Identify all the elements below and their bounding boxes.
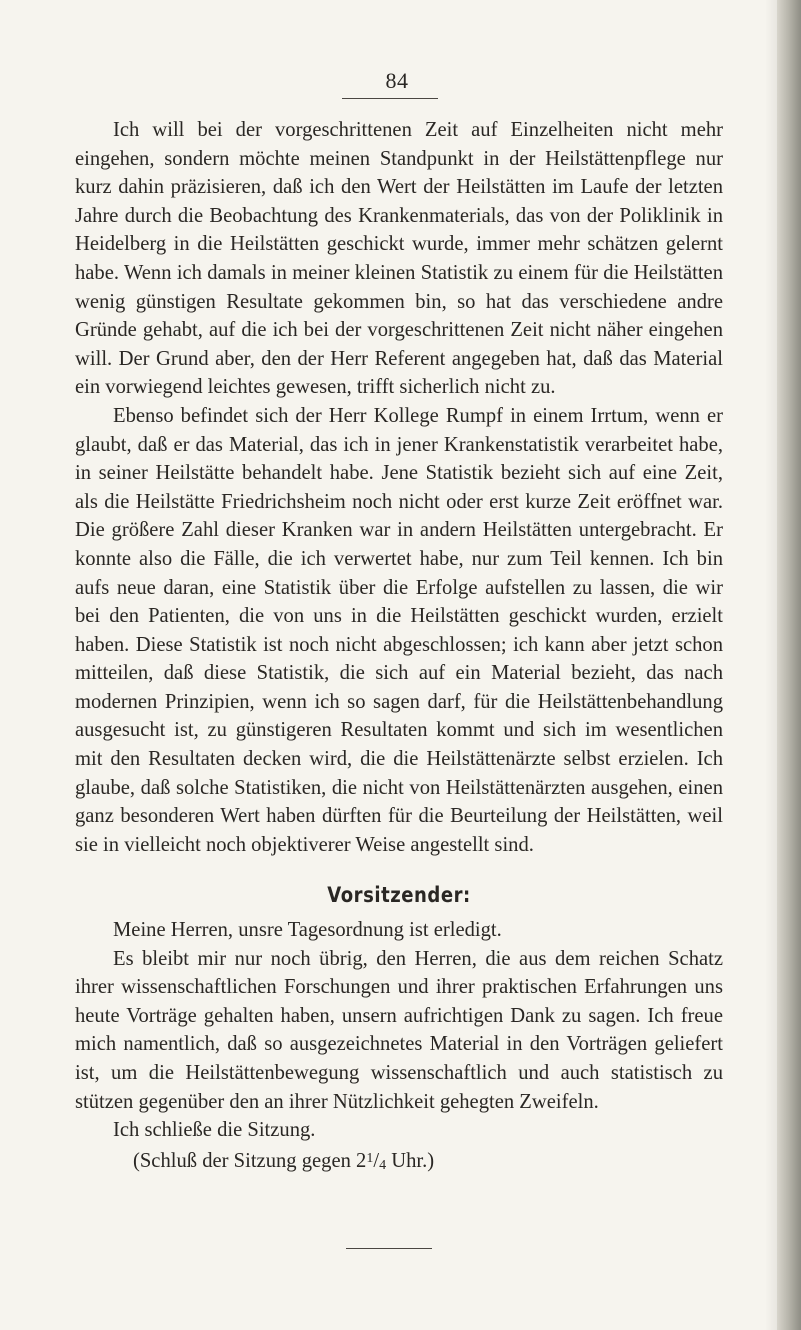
closing-text-before: (Schluß der Sitzung gegen 2 [133,1149,367,1172]
speaker-heading: Vorsitzender: [327,883,471,908]
paragraph-2: Ebenso befindet sich der Herr Kollege Rumpf in einem Irrtum, wenn er glaubt, daß er das Material, das ich in jener Krankenstatistik verarbeitet habe, in seiner Heilstätte behandelt habe. Jene Statistik bezieht sich auf eine Zeit, als die Heilstätte Friedrichsheim noch nicht oder erst kurze Zeit eröffnet war. Die größere Zahl dieser Kranken war in andern Heilstätten untergebracht. Er konnte also die Fälle, die ich verwertet habe, nur zum Teil kennen. Ich bin aufs neue daran, eine Statistik über die Erfolge aufstellen zu lassen, die wir bei den Patienten, die von uns in die Heilstätten geschickt wurden, erzielt haben. Diese Statistik ist noch nicht abgeschlossen; ich kann aber jetzt schon mitteilen, daß diese Statistik, die sich auf ein Material bezieht, das nach modernen Prinzipien, wenn ich so sagen darf, für die Heilstättenbehandlung ausgesucht ist, zu günstigeren Resultaten kommt und sich im wesentlichen mit den Resultaten decken wird, die die Heilstättenärzte selbst erzielen. Ich glaube, daß solche Statistiken, die nicht von Heilstättenärzten ausgehen, einen ganz besonderen Wert haben dürften für die Beurteilung der Heilstätten, weil sie in vielleicht noch objektiverer Weise angestellt sind. [75,404,723,856]
header-rule [342,98,438,99]
page-edge [777,0,801,1330]
body-text [75,116,723,1180]
paragraph-1: Ich will bei der vorgeschrittenen Zeit auf Einzelheiten nicht mehr eingehen, sondern möchte meinen Standpunkt in der Heilstättenpflege nur kurz dahin präzisieren, daß ich den Wert der Heilstätten im Laufe der letzten Jahre durch die Beobachtung des Krankenmaterials, das von der Poliklinik in Heidelberg in die Heilstätten geschickt wurde, immer mehr schätzen gelernt habe. Wenn ich damals in meiner kleinen Statistik zu einem für die Heilstätten wenig günstigen Resultate gekommen bin, so hat das verschiedene andre Gründe gehabt, auf die ich bei der vorgeschrittenen Zeit nicht näher eingehen will. Der Grund aber, den der Herr Referent angegeben hat, daß das Material ein vorwiegend leichtes gewesen, trifft sicherlich nicht zu. [75,119,723,399]
closing-note: (Schluß der Sitzung gegen $2^1/4$ Uhr.) [133,1149,435,1173]
paragraph-3: Meine Herren, unsre Tagesordnung ist erledigt. [113,919,502,942]
end-rule [346,1248,432,1249]
page-edge-shadow [765,0,777,1330]
fraction-denominator: 4 [379,1157,387,1173]
page-number: 84 [385,68,409,93]
paragraph-4: Es bleibt mir nur noch übrig, den Herren, die aus dem reichen Schatz ihrer wissenschaftlichen Forschungen und ihrer praktischen Erfahrungen uns heute Vorträge gehalten haben, unsern aufrichtigen Dank zu sagen. Ich freue mich namentlich, daß so ausgezeichnetes Material in den Vorträgen geliefert ist, um die Heilstättenbewegung wissenschaftlich und auch statistisch zu stützen gegenüber den an ihrer Nützlichkeit gehegten Zweifeln. [75,947,723,1113]
fraction-numerator: 1 [366,1150,374,1166]
paragraph-5: Ich schließe die Sitzung. [113,1119,316,1142]
closing-text-after: Uhr.) [386,1149,435,1172]
